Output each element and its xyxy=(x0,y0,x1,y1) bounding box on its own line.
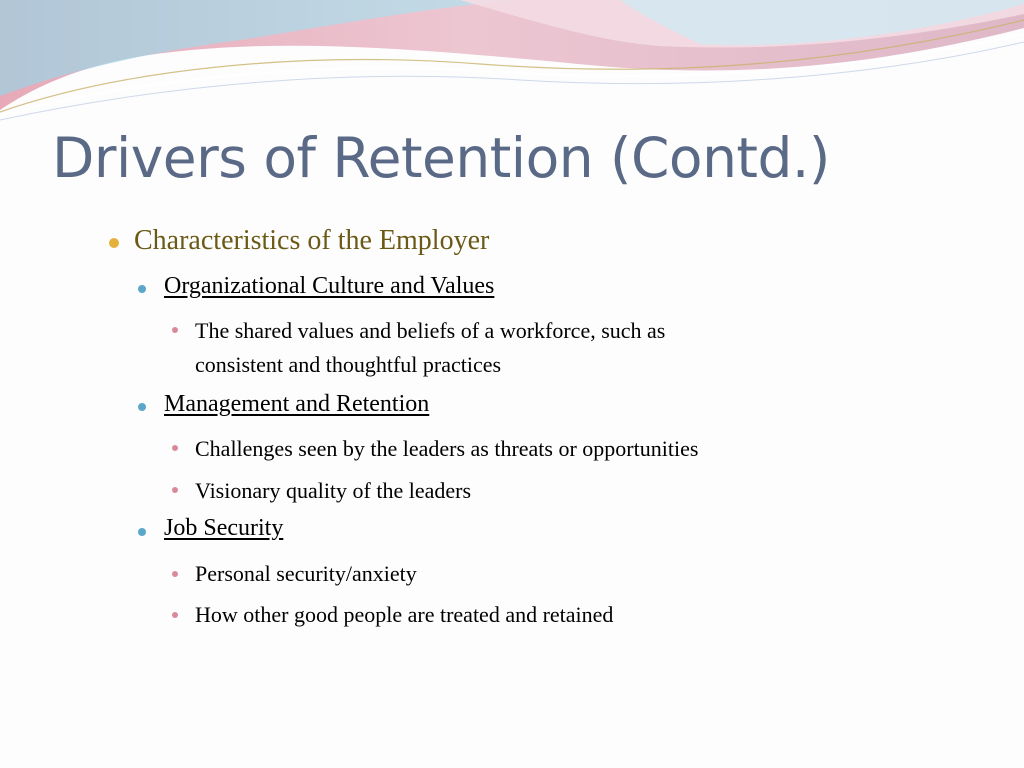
level3-bullet-icon xyxy=(172,487,178,493)
level1-item-label: Characteristics of the Employer xyxy=(134,225,490,256)
slide-title: Drivers of Retention (Contd.) xyxy=(52,126,830,190)
section-heading: Job Security xyxy=(164,515,284,541)
section-item: Challenges seen by the leaders as threats or opportunities xyxy=(195,436,699,461)
level3-bullet-icon xyxy=(172,327,178,333)
section-item-continuation: consistent and thoughtful practices xyxy=(195,352,502,377)
section-item: The shared values and beliefs of a workforce, such as xyxy=(195,318,666,343)
section-item: Personal security/anxiety xyxy=(195,561,417,586)
section-heading: Management and Retention xyxy=(164,391,430,417)
section-heading: Organizational Culture and Values xyxy=(164,273,495,299)
level2-bullet-icon xyxy=(138,528,146,536)
section-item: How other good people are treated and retained xyxy=(195,602,614,627)
level3-bullet-icon xyxy=(172,445,178,451)
section-item: Visionary quality of the leaders xyxy=(195,478,472,503)
level2-bullet-icon xyxy=(138,403,146,411)
level2-bullet-icon xyxy=(138,285,146,293)
level3-bullet-icon xyxy=(172,612,178,618)
level3-bullet-icon xyxy=(172,571,178,577)
level1-bullet-icon xyxy=(109,238,119,248)
